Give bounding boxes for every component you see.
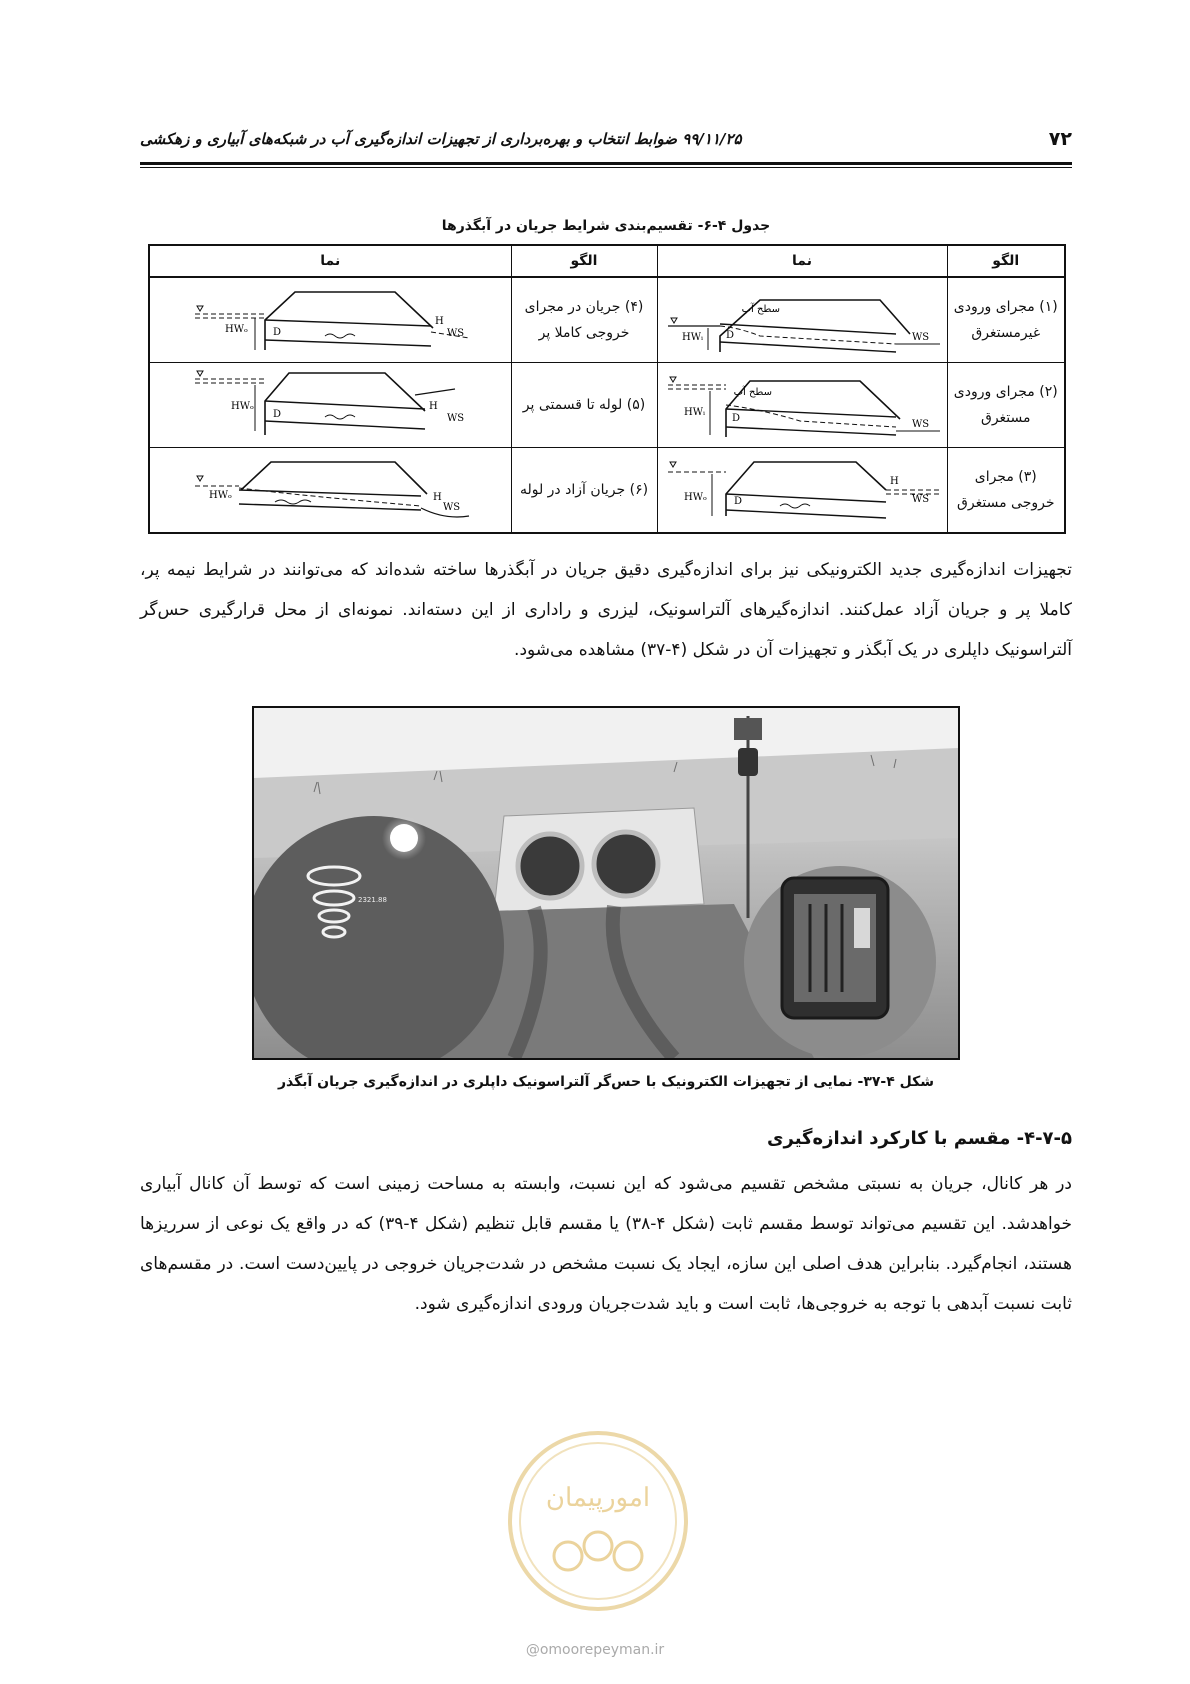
culvert-sensor-figure	[252, 706, 960, 1060]
culvert-diagram	[185, 280, 475, 360]
surface-label: سطح آب	[733, 387, 772, 398]
culvert-diagram	[660, 280, 944, 360]
table-row	[149, 277, 1065, 363]
figure-illustration	[254, 708, 958, 1058]
h-label: H	[433, 492, 442, 503]
d-label: D	[273, 327, 282, 338]
h-label: H	[890, 476, 899, 487]
surface-label: سطح آب	[741, 304, 780, 315]
d-label: D	[726, 330, 735, 341]
figure-caption: شکل ۴-۳۷- نمایی از تجهیزات الکترونیک با حس‌گر آلتراسونیک داپلری در اندازه‌گیری جریان آبگذر	[277, 1074, 935, 1090]
diagram-cell	[149, 277, 511, 363]
pattern-cell: (۶) جریان آزاد در لوله	[511, 448, 657, 534]
ws-label: WS	[912, 419, 930, 430]
header-pattern-left: الگو	[511, 245, 657, 277]
diagram-cell	[149, 448, 511, 534]
section-heading: ۴-۷-۵- مقسم با کارکرد اندازه‌گیری	[767, 1128, 1072, 1149]
hw-label: HWᵢ	[684, 407, 706, 418]
diagram-cell	[657, 363, 947, 448]
header-view-left: نما	[149, 245, 511, 277]
header-rule-thick	[140, 162, 1072, 165]
pattern-cell: (۳) مجرای خروجی مستغرق	[947, 448, 1065, 534]
ws-label: WS	[912, 494, 930, 505]
h-label: H	[435, 316, 444, 327]
culvert-diagram	[660, 365, 944, 445]
culvert-pipe-left	[518, 834, 582, 898]
ws-label: WS	[912, 332, 930, 343]
hw-label: HWₒ	[209, 490, 233, 501]
watermark-url: @omoorepeyman.ir	[525, 1642, 665, 1658]
body-paragraph: در هر کانال، جریان به نسبتی مشخص تقسیم می‌شود که این نسبت، وابسته به مساحت زمینی است که توسط آن کانال آبیاری خواهدشد. این تقسیم می‌تواند توسط مقسم ثابت (شکل ۴-۳۸) یا مقسم قابل تنظیم (شکل ۴-۳۹) که در واقع یک نوعی از سرریزها هستند، انجام‌گیرد. بنابراین هدف اصلی این سازه، ایجاد یک نسبت مشخص در شدت‌جریان خروجی در پایین‌دست است. در مقسم‌های ثابت نسبت آبدهی با توجه به خروجی‌ها، ثابت است و باید شدت‌جریان ورودی اندازه‌گیری شود.	[140, 1174, 1072, 1314]
ws-label: WS	[447, 328, 465, 339]
h-label: H	[429, 401, 438, 412]
d-label: D	[732, 413, 741, 424]
diagram-cell	[657, 448, 947, 534]
pattern-cell: (۲) مجرای ورودی مستغرق	[947, 363, 1065, 448]
hw-label: HWₒ	[684, 492, 707, 503]
header-view-right: نما	[657, 245, 947, 277]
header-rule-thin	[140, 167, 1072, 168]
diagram-cell	[149, 363, 511, 448]
sensor-box	[738, 748, 758, 776]
screen-value: 2321.88	[358, 896, 387, 904]
solar-panel	[734, 718, 762, 740]
watermark-logo	[503, 1426, 693, 1616]
culvert-diagram	[660, 450, 944, 530]
hw-label: HWᵢ	[682, 332, 704, 343]
ultrasonic-inset	[254, 816, 504, 1058]
pattern-cell: (۴) جریان در مجرای خروجی کاملا پر	[511, 277, 657, 363]
pattern-cell: (۵) لوله تا قسمتی پر	[511, 363, 657, 448]
table-row	[149, 363, 1065, 448]
culvert-diagram	[185, 450, 475, 530]
running-title: ۹۹/۱۱/۲۵ ضوابط انتخاب و بهره‌برداری از تجهیزات اندازه‌گیری آب در شبکه‌های آبیاری و زهکشی	[140, 130, 742, 148]
culvert-pipe-right	[594, 832, 658, 896]
table-title: جدول ۴-۶- تقسیم‌بندی شرایط جریان در آبگذرها	[441, 218, 771, 234]
header-pattern-right: الگو	[947, 245, 1065, 277]
ws-label: WS	[443, 502, 461, 513]
culvert-diagram	[185, 365, 475, 445]
page-number: ۷۲	[1048, 128, 1072, 150]
d-label: D	[273, 409, 282, 420]
culvert-flow-table	[148, 244, 1066, 534]
d-label: D	[734, 496, 743, 507]
ws-label: WS	[447, 413, 465, 424]
body-paragraph: تجهیزات اندازه‌گیری جدید الکترونیکی نیز برای اندازه‌گیری دقیق جریان در آبگذرها ساخته شده‌اند که می‌توانند در شرایط نیمه پر، کاملا پر و جریان آزاد عمل‌کنند. اندازه‌گیرهای آلتراسونیک، لیزری و راداری از این دسته‌اند. نمونه‌ای از محل قرارگیری حس‌گر آلتراسونیک داپلری در یک آبگذر و تجهیزات آن در شکل (۴-۳۷) مشاهده می‌شود.	[140, 560, 1072, 660]
diagram-cell	[657, 277, 947, 363]
table-row	[149, 448, 1065, 534]
hw-label: HWₒ	[225, 324, 249, 335]
pattern-cell: (۱) مجرای ورودی غیرمستغرق	[947, 277, 1065, 363]
watermark-text: امورپیمان	[545, 1483, 651, 1513]
hw-label: HWₒ	[231, 401, 255, 412]
